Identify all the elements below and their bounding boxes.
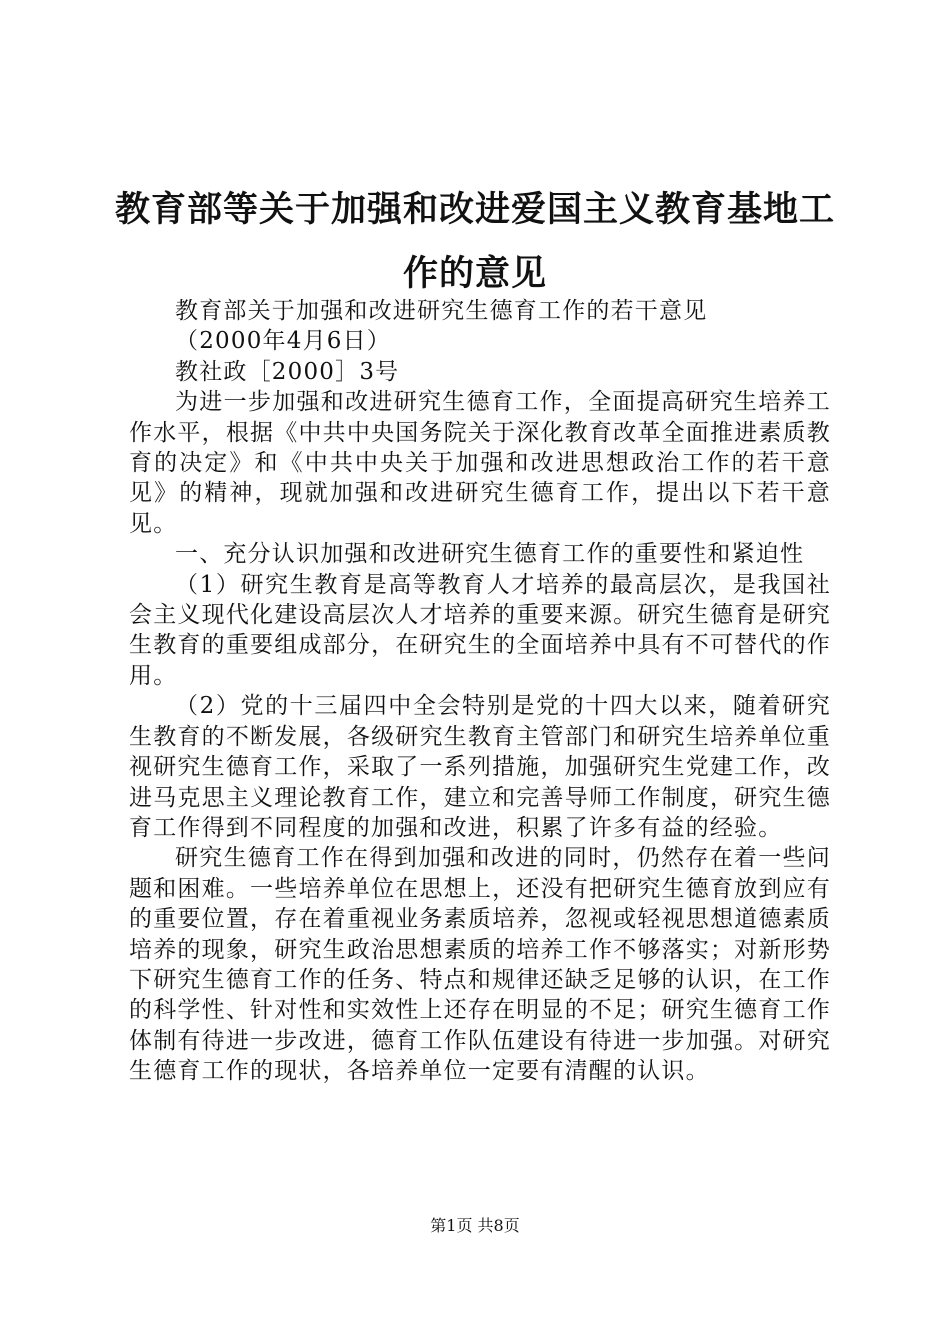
document-number: 教社政［2000］3号 <box>175 358 400 385</box>
section-heading: 一、充分认识加强和改进研究生德育工作的重要性和紧迫性 <box>175 541 805 568</box>
document-date: （2000年4月6日） <box>175 328 391 355</box>
page-number: 第1页 共8页 <box>430 1216 520 1235</box>
paragraph-problems: 研究生德育工作在得到加强和改进的同时，仍然存在着一些问题和困难。一些培养单位在思想上，还没有把研究生德育放到应有的重要位置，存在着重视业务素质培养，忽视或轻视思想道德素质培养的现象，研究生政治思想素质的培养工作不够落实；对新形势下研究生德育工作的任务、特点和规律还缺乏足够的认识，在工作的科学性、针对性和实效性上还存在明显的不足；研究生德育工作体制有待进一步改进，德育工作队伍建设有待进一步加强。对研究生德育工作的现状，各培养单位一定要有清醒的认识。 <box>129 845 831 1085</box>
paragraph-item-1: （1）研究生教育是高等教育人才培养的最高层次，是我国社会主义现代化建设高层次人才培养的重要来源。研究生德育是研究生教育的重要组成部分，在研究生的全面培养中具有不可替代的作用。 <box>129 571 831 689</box>
document-subtitle: 教育部关于加强和改进研究生德育工作的若干意见 <box>175 298 708 324</box>
document-body <box>129 296 831 1087</box>
paragraph-item-2: （2）党的十三届四中全会特别是党的十四大以来，随着研究生教育的不断发展，各级研究生教育主管部门和研究生培养单位重视研究生德育工作，采取了一系列措施，加强研究生党建工作，改进马克思主义理论教育工作，建立和完善导师工作制度，研究生德育工作得到不同程度的加强和改进，积累了许多有益的经验。 <box>129 693 831 841</box>
paragraph-intro: 为进一步加强和改进研究生德育工作，全面提高研究生培养工作水平，根据《中共中央国务院关于深化教育改革全面推进素质教育的决定》和《中共中央关于加强和改进思想政治工作的若干意见》的精神，现就加强和改进研究生德育工作，提出以下若干意见。 <box>129 389 831 537</box>
document-title: 教育部等关于加强和改进爱国主义教育基地工作的意见 <box>114 190 835 294</box>
